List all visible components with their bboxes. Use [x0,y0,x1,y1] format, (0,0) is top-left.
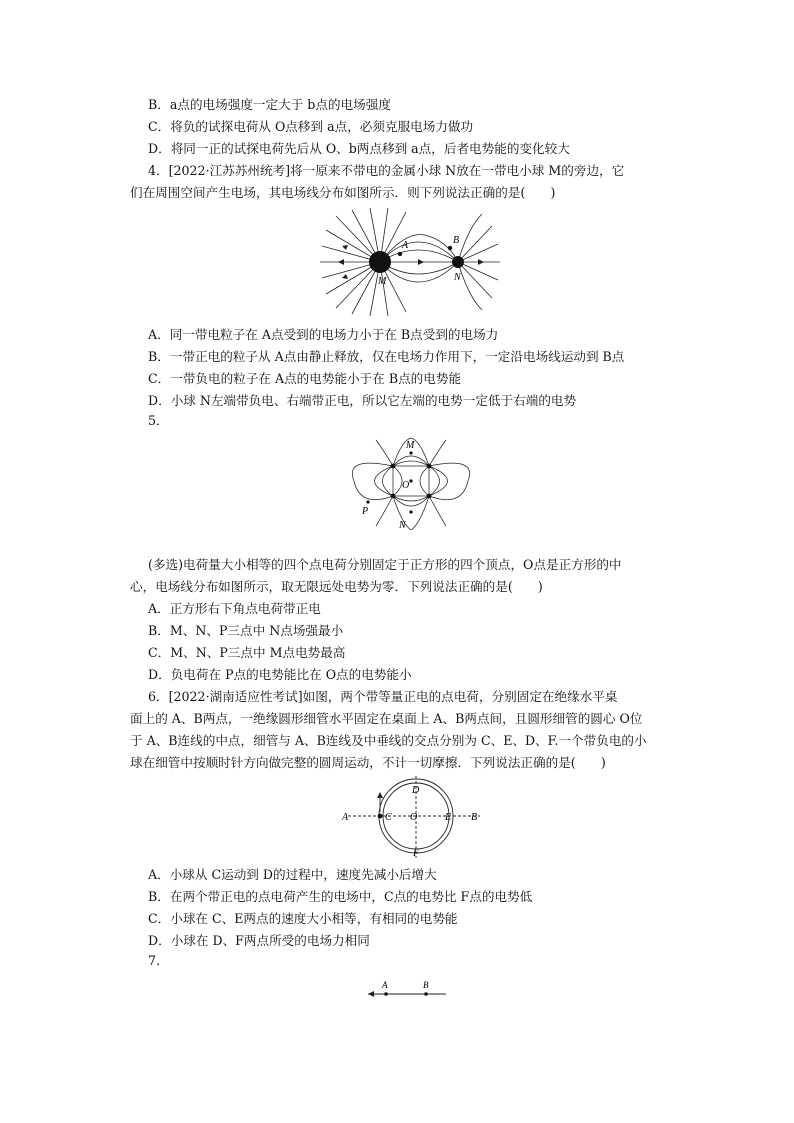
label-n: N [399,520,406,531]
q5-stem-line1: (多选)电荷量大小相等的四个点电荷分别固定于正方形的四个顶点，O点是正方形的中 [148,557,622,572]
q6-option-c: C．小球在 C、E两点的速度大小相等，有相同的电势能 [148,911,458,926]
q4-option-b: B．一带正电的粒子从 A点由静止释放，仅在电场力作用下，一定沿电场线运动到 B点 [148,349,625,364]
q6-stem-line3: 于 A、B连线的中点，细管与 A、B连线及中垂线的交点分别为 C、E、D、F.一个带负电的小 [130,733,647,748]
q3-option-b: B．a点的电场强度一定大于 b点的电场强度 [148,97,391,112]
q5-option-d: D．负电荷在 P点的电势能比在 O点的电势能小 [148,667,412,682]
q3-option-d: D．将同一正的试探电荷先后从 O、b两点移到 a点，后者电势能的变化较大 [148,141,570,156]
q6-option-b: B．在两个带正电的点电荷产生的电场中，C点的电势比 F点的电势低 [148,889,533,904]
q6-stem-line2: 面上的 A、B两点，一绝缘圆形细管水平固定在桌面上 A、B两点间，且圆形细管的圆心 O位 [130,711,643,726]
label-m: M [406,440,415,451]
q5-option-a: A．正方形右下角点电荷带正电 [148,601,321,616]
q6-stem-line1: 6．[2022·湖南适应性考试]如图，两个带等量正电的点电荷，分别固定在绝缘水平桌 [148,689,618,704]
label-o: O [410,812,418,823]
q4-stem-line2: 们在周围空间产生电场，其电场线分布如图所示．则下列说法正确的是( ) [130,185,556,200]
q4-option-a: A．同一带电粒子在 A点受到的电场力小于在 B点受到的电场力 [148,327,499,342]
label-e: E [445,812,452,823]
label-f: F [413,848,420,859]
metal-ball-n [452,256,464,268]
label-c: C [385,812,392,823]
q7-field-line-figure [366,980,450,1002]
label-a: A [342,812,349,823]
q4-option-c: C．一带负电的粒子在 A点的电势能小于在 B点的电势能 [148,371,462,386]
label-b: B [471,812,478,823]
label-a: A [382,980,388,990]
label-a: A [402,240,409,251]
q6-stem-line4: 球在细管中按顺时针方向做完整的圆周运动，不计一切摩擦．下列说法正确的是( ) [130,755,606,770]
q7-number: 7. [148,953,161,968]
label-d: D [412,785,420,796]
label-b: B [423,980,429,990]
q3-option-c: C．将负的试探电荷从 O点移到 a点，必须克服电场力做功 [148,119,474,134]
label-p: P [362,506,369,517]
q5-option-c: C．M、N、P三点中 M点电势最高 [148,645,346,660]
label-m: M [378,276,387,287]
charged-ball-m [369,251,391,273]
label-o: O [402,480,410,491]
q4-stem-line1: 4．[2022·江苏苏州统考]将一原来不带电的金属小球 N放在一带电小球 M的旁边，它 [148,163,625,178]
q6-option-d: D．小球在 D、F两点所受的电场力相同 [148,933,370,948]
q5-option-b: B．M、N、P三点中 N点场强最小 [148,623,344,638]
label-b: B [453,235,460,246]
q5-four-charge-figure [352,436,470,532]
q6-circular-tube-figure [340,774,490,864]
q4-field-line-figure [318,208,502,316]
q5-number: 5． [148,413,169,428]
label-n: N [454,272,461,283]
q6-option-a: A．小球从 C运动到 D的过程中，速度先减小后增大 [148,867,437,882]
q4-option-d: D．小球 N左端带负电、右端带正电，所以它左端的电势一定低于右端的电势 [148,393,577,408]
q5-stem-line2: 心，电场线分布如图所示，取无限远处电势为零．下列说法正确的是( ) [130,579,543,594]
